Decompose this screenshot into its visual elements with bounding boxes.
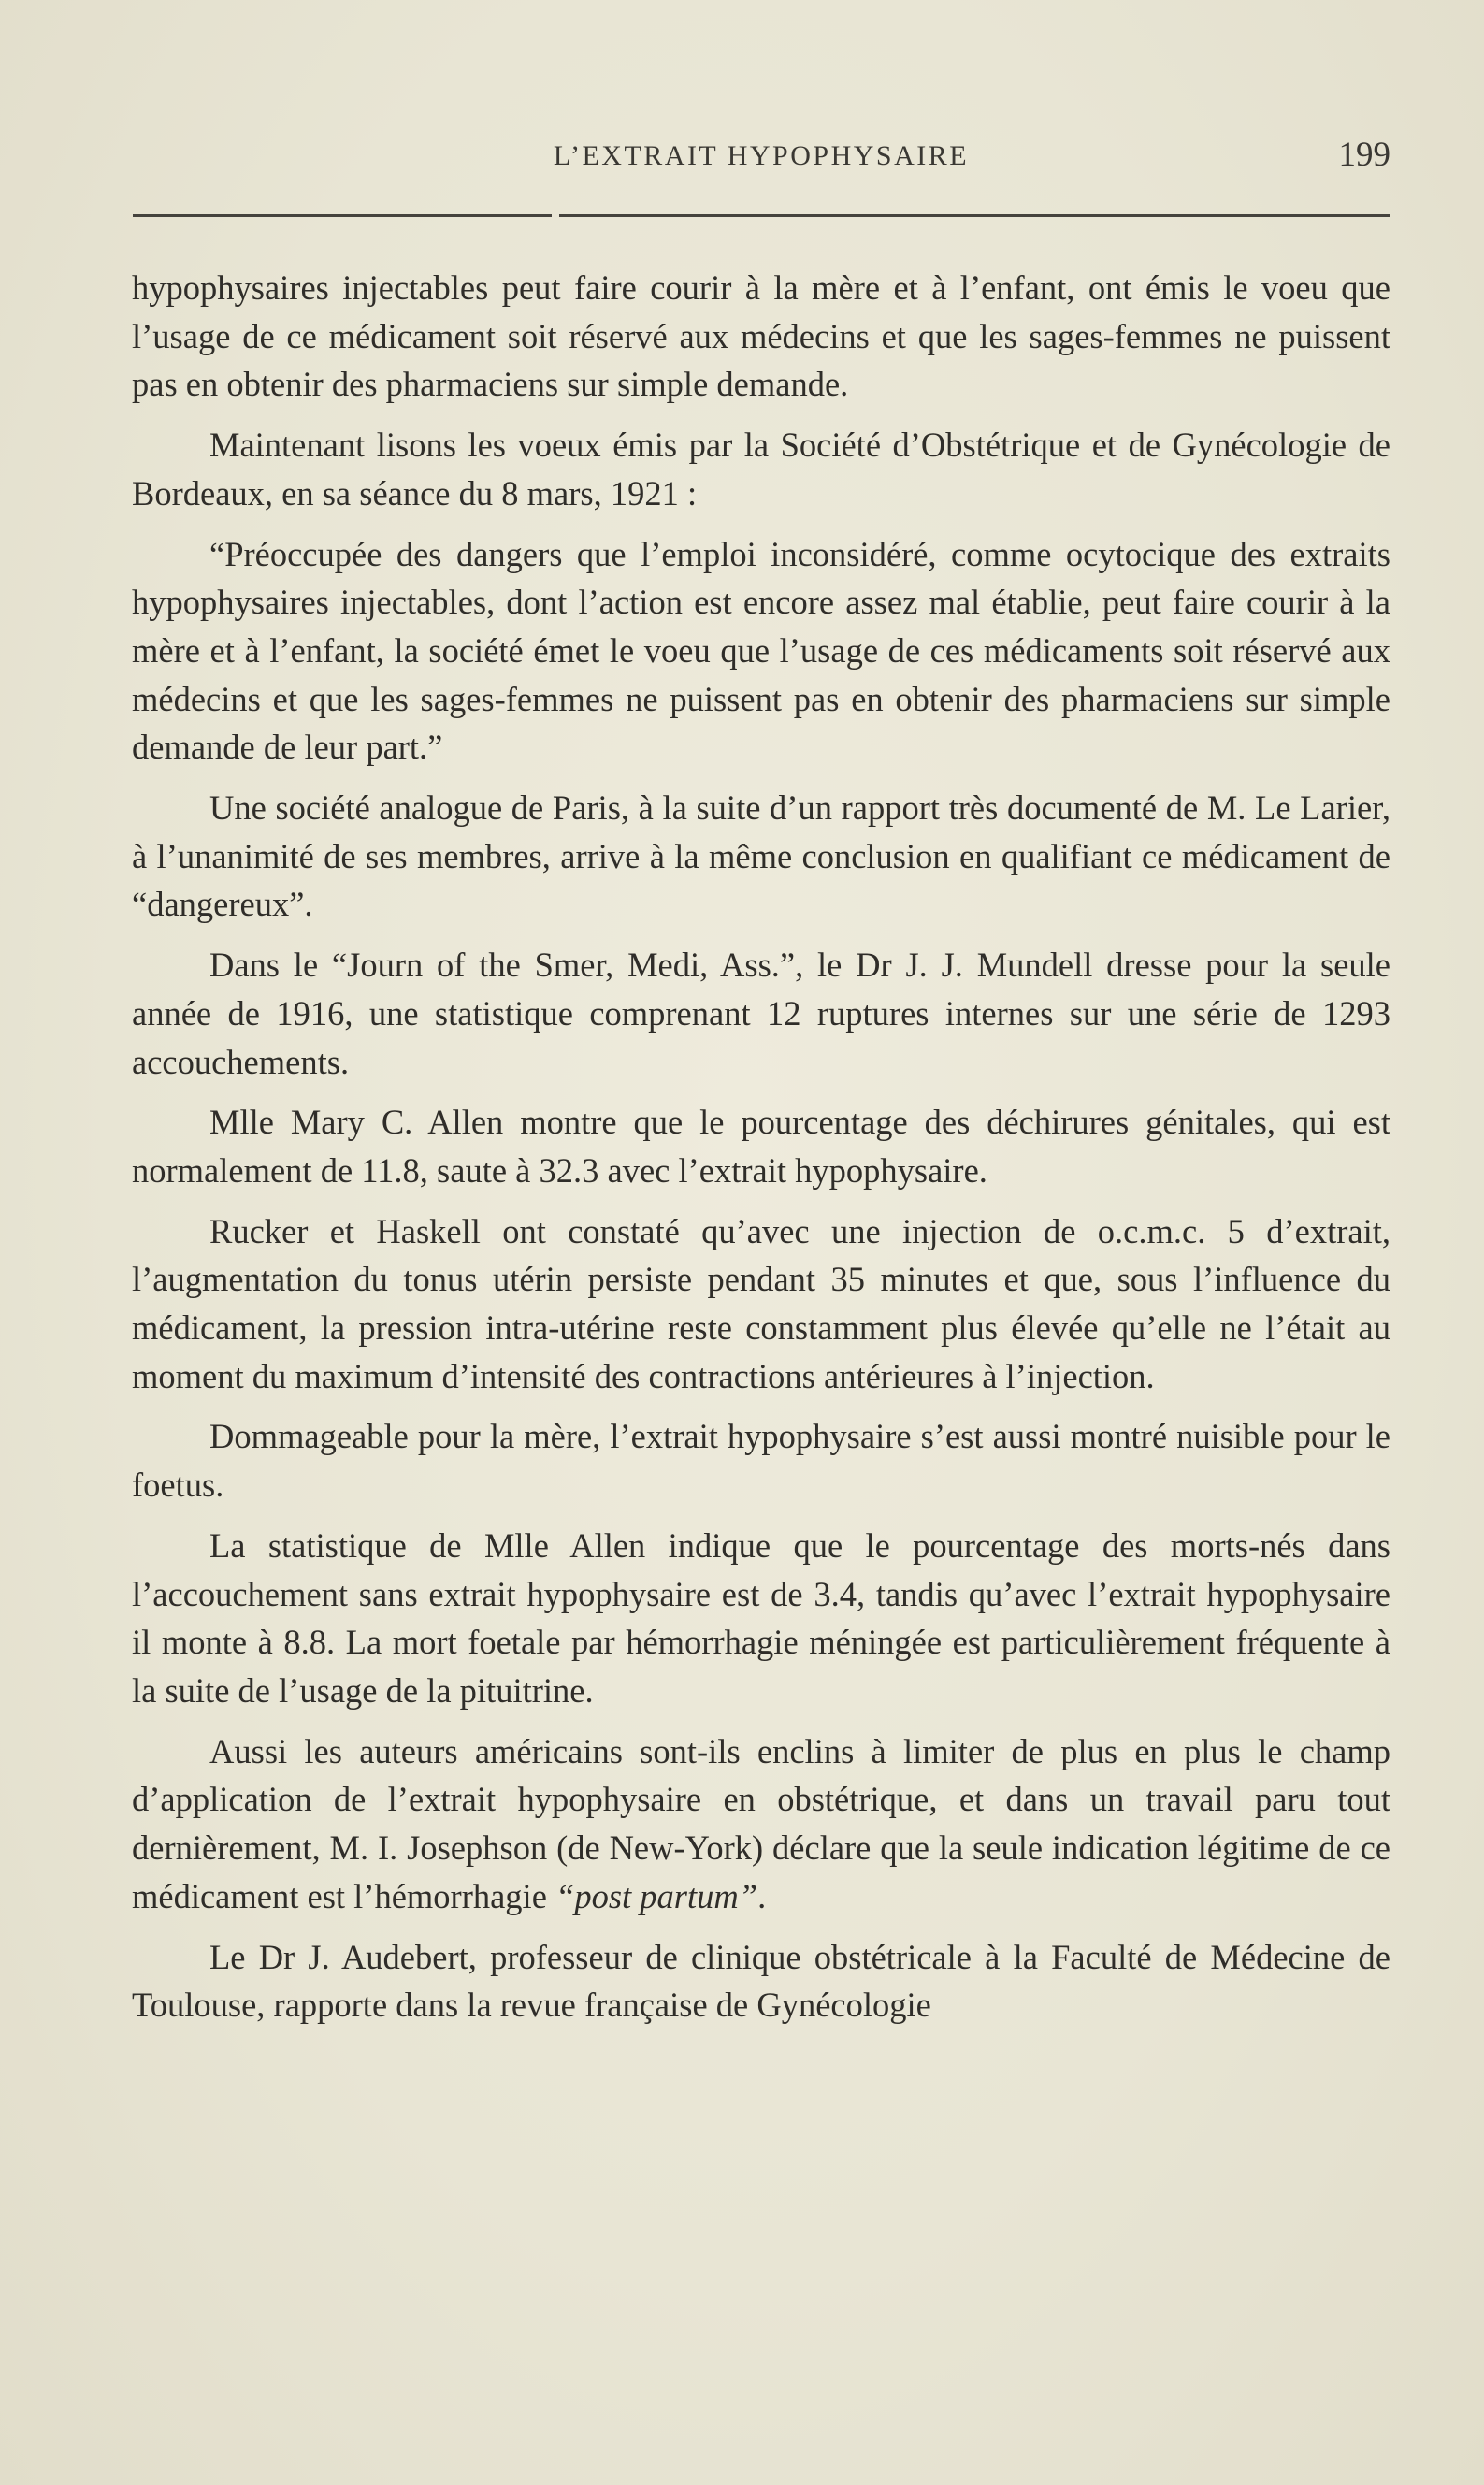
paragraph-american-authors-text: Aussi les auteurs américains sont-ils enclins à limiter de plus en plus le champ d’application de l’extrait hypophysaire en obstétrique, et dans un travail paru tout dernièrement, M. I. Josephson (de New-York) déclare que la seule indication légitime de ce médicament est l’hémorrhagie <box>132 1731 1390 1915</box>
running-title: L’EXTRAIT HYPOPHYSAIRE <box>553 140 970 171</box>
paragraph-bordeaux-quote: “Préoccupée des dangers que l’emploi inconsidéré, comme ocytocique des extraits hypophysaires injectables, dont l’action est encore assez mal établie, peut faire courir à la mère et à l’enfant, la société émet le voeu que l’usage de ces médicaments soit réservé aux médecins et que les sages-femmes ne puissent pas en obtenir des pharmaciens sur simple demande de leur part.” <box>132 534 1390 767</box>
paragraph-audebert: Le Dr J. Audebert, professeur de clinique obstétricale à la Faculté de Médecine de Toulouse, rapporte dans la revue française de Gynécologie <box>132 1937 1390 2025</box>
body-text <box>132 264 1390 2042</box>
paragraph-mundell: Dans le “Journ of the Smer, Medi, Ass.”, le Dr J. J. Mundell dresse pour la seule année de 1916, une statistique comprenant 12 ruptures internes sur une série de 1293 accouchements. <box>132 946 1390 1081</box>
page-number: 199 <box>1338 136 1390 174</box>
paragraph-american-authors <box>132 1727 1390 1921</box>
paragraph-allen-stillbirths: La statistique de Mlle Allen indique que le pourcentage des morts-nés dans l’accouchement sans extrait hypophysaire est de 3.4, tandis qu’avec l’extrait hypophysaire il monte à 8.8. La mort foetale par hémorrhagie méningée est particulièrement fréquente à la suite de l’usage de la pituitrine. <box>132 1525 1390 1710</box>
header-rule <box>133 214 1390 217</box>
paragraph-paris-society: Une société analogue de Paris, à la suite d’un rapport très documenté de M. Le Larier, à l’unanimité de ses membres, arrive à la même conclusion en qualifiant ce médicament de “dangereux”. <box>132 788 1390 924</box>
header-rule-gap <box>552 212 559 220</box>
paragraph-foetus: Dommageable pour la mère, l’extrait hypophysaire s’est aussi montré nuisible pour le foetus. <box>132 1417 1390 1505</box>
italic-post-partum-period: . <box>757 1876 767 1915</box>
italic-post-partum: “post partum” <box>555 1876 758 1915</box>
paragraph-continuation: hypophysaires injectables peut faire courir à la mère et à l’enfant, ont émis le voeu que l’usage de ce médicament soit réservé aux médecins et que les sages-femmes ne puissent pas en obtenir des pharmaciens sur simple demande. <box>132 268 1390 404</box>
paragraph-allen-tears: Mlle Mary C. Allen montre que le pourcentage des déchirures génitales, qui est normalement de 11.8, saute à 32.3 avec l’extrait hypophysaire. <box>132 1103 1390 1190</box>
paragraph-bordeaux-intro: Maintenant lisons les voeux émis par la Société d’Obstétrique et de Gynécologie de Bordeaux, en sa séance du 8 mars, 1921 : <box>132 426 1390 513</box>
page-header <box>132 136 1390 178</box>
paragraph-rucker-haskell: Rucker et Haskell ont constaté qu’avec une injection de o.c.m.c. 5 d’extrait, l’augmentation du tonus utérin persiste pendant 35 minutes et que, sous l’influence du médicament, la pression intra-utérine reste constamment plus élevée qu’elle ne l’était au moment du maximum d’intensité des contractions antérieures à l’injection. <box>132 1211 1390 1395</box>
